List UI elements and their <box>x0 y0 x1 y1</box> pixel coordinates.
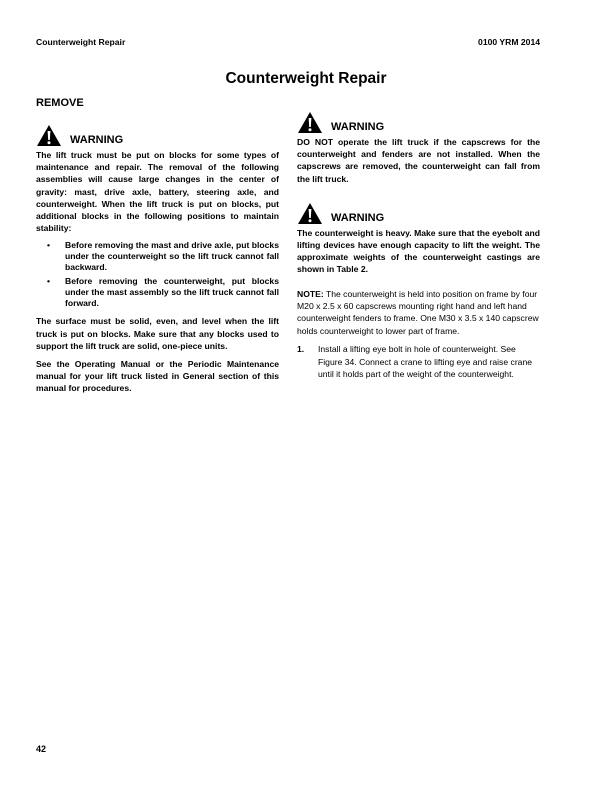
bullet-text: Before removing the mast and drive axle, put blocks under the counterweight so the lift truck cannot fall backward. <box>65 240 279 273</box>
warning-triangle-icon <box>297 111 323 134</box>
warning-text: The counterweight is heavy. Make sure that the eyebolt and lifting devices have enough capacity to lift the weight. The approximate weights of the counterweight castings are shown in Table 2. <box>297 227 540 275</box>
running-header-right: 0100 YRM 2014 <box>478 37 540 47</box>
step-number: 1. <box>297 344 305 355</box>
bullet-marker: • <box>47 240 51 251</box>
note-paragraph <box>297 288 540 338</box>
warning-heading <box>297 110 540 134</box>
warning-label: WARNING <box>331 121 385 133</box>
warning-heading <box>36 123 279 147</box>
bullet-marker: • <box>47 276 51 287</box>
warning-triangle-icon <box>297 202 323 225</box>
right-column <box>297 110 540 380</box>
warning-label: WARNING <box>331 211 385 224</box>
warning-heading <box>297 201 540 225</box>
page-title: Counterweight Repair <box>225 70 387 87</box>
running-header-left: Counterweight Repair <box>36 37 126 47</box>
list-item <box>36 240 279 273</box>
procedure-step <box>297 343 540 380</box>
see-manual-paragraph: See the Operating Manual or the Periodic Maintenance manual for your lift truck listed in General section of this manual for procedures. <box>36 359 279 394</box>
bullet-list <box>36 240 279 309</box>
step-text: Install a lifting eye bolt in hole of counterweight. See Figure 34. Connect a crane to lifting eye and raise crane until it holds part of the weight of the counterweight. <box>318 344 533 380</box>
warning-text: DO NOT operate the lift truck if the capscrews for the counterweight and fenders are not installed. When the capscrews are removed, the counterweight can fall from the lift truck. <box>297 137 540 184</box>
warning-text: The lift truck must be put on blocks for some types of maintenance and repair. The removal of the following assemblies will cause large changes in the center of gravity: mast, drive axle, battery, steering axle, and counterweight. When the lift truck is put on blocks, put additional blocks in the following positions to maintain stability: <box>36 150 279 234</box>
note-text: The counterweight is held into position on frame by four M20 x 2.5 x 60 capscrews mounting right hand and left hand counterweight fenders to frame. One M30 x 3.5 x 140 capscrew holds counterweight to lower part of frame. <box>297 288 539 336</box>
bullet-text: Before removing the counterweight, put blocks under the mast assembly so the lift truck cannot fall forward. <box>65 276 279 309</box>
list-item <box>36 276 279 309</box>
section-heading-remove: REMOVE <box>36 97 84 109</box>
note-label: NOTE: <box>297 288 324 299</box>
warning-label: WARNING <box>70 134 124 146</box>
page-number: 42 <box>36 744 47 754</box>
warning-triangle-icon <box>36 124 62 147</box>
surface-paragraph: The surface must be solid, even, and level when the lift truck is put on blocks. Make sure that any blocks used to support the lift truck are solid, one-piece units. <box>36 316 279 351</box>
left-column <box>36 97 279 401</box>
